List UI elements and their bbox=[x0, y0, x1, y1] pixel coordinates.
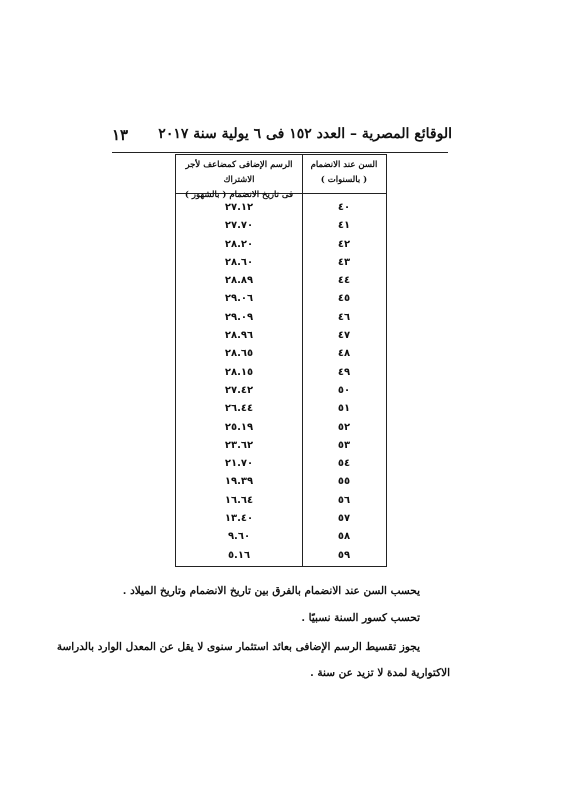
fee-cell: ٢١.٧٠ bbox=[224, 458, 254, 470]
table-row bbox=[176, 529, 386, 547]
age-cell: ٤١ bbox=[337, 220, 351, 232]
column-header-age bbox=[302, 158, 386, 188]
table-row bbox=[176, 328, 386, 346]
age-fee-table bbox=[175, 154, 387, 567]
age-cell: ٤٧ bbox=[337, 330, 351, 342]
column-header-fee-line2: فى تاريخ الانضمام ( بالشهور ) bbox=[184, 190, 294, 200]
age-cell: ٥٨ bbox=[337, 531, 351, 543]
footnotes bbox=[56, 576, 450, 686]
note-installments-continued: الاكتوارية لمدة لا تزيد عن سنة . bbox=[310, 667, 450, 679]
fee-cell: ٩.٦٠ bbox=[227, 531, 251, 543]
fee-cell: ٢٩.٠٩ bbox=[224, 311, 254, 323]
fee-cell: ١٦.٦٤ bbox=[224, 494, 254, 506]
fee-cell: ٢٧.٧٠ bbox=[224, 220, 254, 232]
table-row bbox=[176, 401, 386, 419]
age-cell: ٥٠ bbox=[337, 384, 351, 396]
fee-cell: ٢٨.٨٩ bbox=[224, 275, 254, 287]
fee-cell: ٢٩.٠٦ bbox=[224, 293, 254, 305]
note-year-fractions: تحسب كسور السنة نسبيًا . bbox=[301, 612, 420, 624]
table-row bbox=[176, 420, 386, 438]
table-row bbox=[176, 511, 386, 529]
age-cell: ٥٤ bbox=[337, 458, 351, 470]
page-title: الوقائع المصرية – العدد ١٥٢ فى ٦ يولية سنة ٢٠١٧ bbox=[158, 126, 452, 142]
header-divider bbox=[112, 152, 448, 153]
table-row bbox=[176, 474, 386, 492]
column-header-fee bbox=[176, 158, 302, 203]
table-row bbox=[176, 218, 386, 236]
fee-cell: ١٣.٤٠ bbox=[224, 513, 254, 525]
age-cell: ٥٧ bbox=[337, 513, 351, 525]
table-row bbox=[176, 438, 386, 456]
fee-cell: ٢٨.٦٥ bbox=[224, 348, 254, 360]
page-header bbox=[112, 126, 452, 150]
fee-cell: ٢٧.٤٢ bbox=[224, 384, 254, 396]
age-cell: ٥٥ bbox=[337, 476, 351, 488]
fee-cell: ٥.١٦ bbox=[227, 549, 251, 561]
table-row bbox=[176, 310, 386, 328]
age-cell: ٤٩ bbox=[337, 366, 351, 378]
age-cell: ٥٢ bbox=[337, 421, 351, 433]
table-row bbox=[176, 346, 386, 364]
age-cell: ٤٦ bbox=[337, 311, 351, 323]
page-number: ١٣ bbox=[112, 126, 129, 144]
fee-cell: ١٩.٣٩ bbox=[224, 476, 254, 488]
fee-cell: ٢٨.١٥ bbox=[224, 366, 254, 378]
age-cell: ٤٠ bbox=[337, 202, 351, 213]
table-body bbox=[176, 200, 386, 566]
age-cell: ٤٨ bbox=[337, 348, 351, 360]
column-header-age-line1: السن عند الانضمام bbox=[310, 160, 378, 170]
column-header-fee-line1: الرسم الإضافى كمضاعف لأجر الاشتراك bbox=[185, 160, 293, 185]
table-row bbox=[176, 365, 386, 383]
age-cell: ٤٤ bbox=[337, 275, 351, 287]
table-row bbox=[176, 456, 386, 474]
table-row bbox=[176, 237, 386, 255]
fee-cell: ٢٨.٩٦ bbox=[224, 330, 254, 342]
age-cell: ٤٢ bbox=[337, 238, 351, 250]
table-row bbox=[176, 493, 386, 511]
table-row bbox=[176, 255, 386, 273]
table-row bbox=[176, 291, 386, 309]
fee-cell: ٢٨.٦٠ bbox=[224, 256, 254, 268]
table-row bbox=[176, 548, 386, 566]
column-header-age-line2: ( بالسنوات ) bbox=[320, 175, 368, 185]
note-age-calculation: يحسب السن عند الانضمام بالفرق بين تاريخ الانضمام وتاريخ الميلاد . bbox=[122, 585, 420, 597]
age-cell: ٥٣ bbox=[337, 439, 351, 451]
fee-cell: ٢٥.١٩ bbox=[224, 421, 254, 433]
fee-cell: ٢٣.٦٢ bbox=[224, 439, 254, 451]
age-cell: ٥١ bbox=[337, 403, 351, 415]
age-cell: ٤٥ bbox=[337, 293, 351, 305]
age-cell: ٥٦ bbox=[337, 494, 351, 506]
fee-cell: ٢٧.١٢ bbox=[224, 202, 254, 213]
table-row bbox=[176, 200, 386, 218]
table-row bbox=[176, 273, 386, 291]
table-row bbox=[176, 383, 386, 401]
fee-cell: ٢٦.٤٤ bbox=[224, 403, 254, 415]
age-cell: ٤٣ bbox=[337, 256, 351, 268]
age-cell: ٥٩ bbox=[337, 549, 351, 561]
note-installments: يجوز تقسيط الرسم الإضافى بعائد استثمار سنوى لا يقل عن المعدل الوارد بالدراسة bbox=[56, 641, 420, 653]
fee-cell: ٢٨.٢٠ bbox=[224, 238, 254, 250]
